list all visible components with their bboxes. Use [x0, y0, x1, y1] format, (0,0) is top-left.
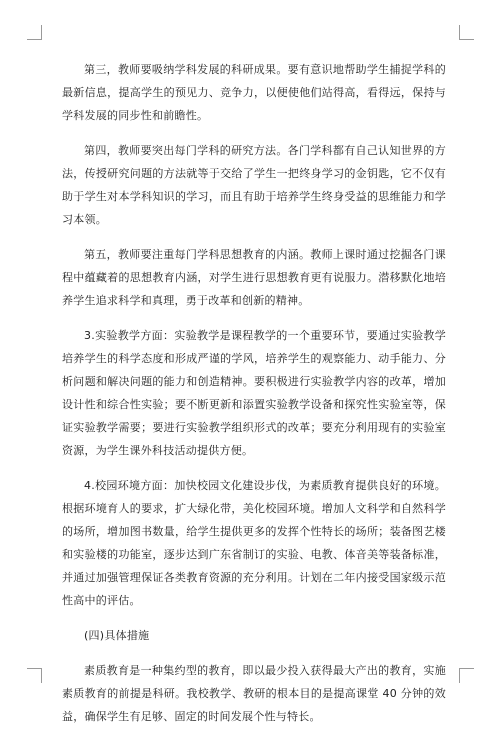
crop-mark-bottom-left — [27, 668, 42, 683]
crop-mark-bottom-right — [459, 668, 474, 683]
paragraph-third: 第三，教师要吸纳学科发展的科研成果。要有意识地帮助学生捕捉学科的最新信息，提高学生的预见力、竞争力，以便使他们站得高，看得远，保持与学科发展的同步性和前瞻性。 — [62, 63, 446, 122]
paragraph-fifth: 第五，教师要注重每门学科思想教育的内涵。教师上课时通过挖掘各门课程中蕴藏着的思想教育内涵，对学生进行思想教育更有说服力。潜移默化地培养学生追求科学和真理，勇于改革和创新的精神。 — [62, 248, 446, 307]
section-heading-measures: (四)具体措施 — [84, 629, 150, 642]
document-body — [62, 58, 446, 740]
paragraph-quality-education: 素质教育是一种集约型的教育，即以最少投入获得最大产出的教育，实施素质教育的前提是科研。我校教学、教研的根本目的是提高课堂 40 分钟的效益，确保学生有足够、固定的时间发展个性与特长。 — [62, 664, 446, 723]
paragraph-campus-environment: 4.校园环境方面：加快校园文化建设步伐，为素质教育提供良好的环境。根据环境育人的要求，扩大绿化带，美化校园环境。增加人文科学和自然科学的场所，增加图书数量，给学生提供更多的发挥个性特长的场所；装备图艺楼和实验楼的功能室，逐步达到广东省制订的实验、电教、体音美等装备标准，并通过加强管理保证各类教育资源的充分利用。计划在二年内接受国家级示范性高中的评估。 — [62, 479, 446, 607]
crop-mark-top-left — [27, 25, 42, 40]
crop-mark-top-right — [459, 25, 474, 40]
paragraph-fourth: 第四，教师要突出每门学科的研究方法。各门学科都有自己认知世界的方法，传授研究问题的方法就等于交给了学生一把终身学习的金钥匙，它不仅有助于学生对本学科知识的学习，而且有助于培养学生终身受益的思维能力和学习本领。 — [62, 144, 446, 226]
paragraph-experiment-teaching: 3.实验教学方面：实验教学是课程教学的一个重要环节，要通过实验教学培养学生的科学态度和形成严谨的学风，培养学生的观察能力、动手能力、分析问题和解决问题的能力和创造精神。要积极进行实验教学内容的改革，增加设计性和综合性实验；要不断更新和添置实验教学设备和探究性实验室等，保证实验教学需要；要进行实验教学组织形式的改革；要充分利用现有的实验室资源，为学生课外科技活动提供方便。 — [62, 329, 446, 457]
